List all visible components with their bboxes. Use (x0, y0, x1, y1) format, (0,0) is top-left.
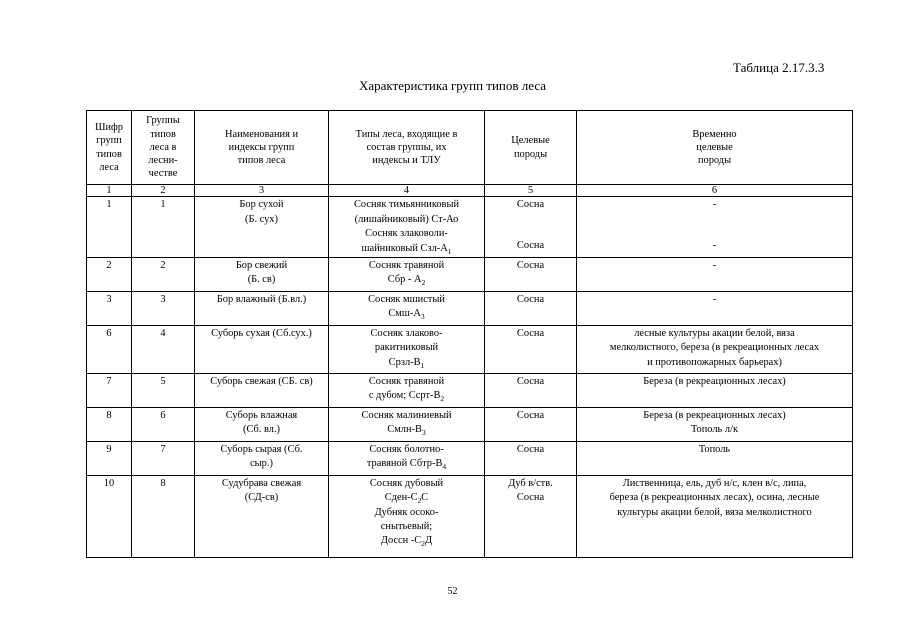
cell-name: Суборь свежая (СБ. св) (195, 373, 329, 407)
header-target: Целевые породы (485, 111, 577, 185)
cell-name: Суборь влажная (Сб. вл.) (195, 407, 329, 441)
cell-group: 5 (132, 373, 195, 407)
table-row (87, 441, 853, 475)
table-label: Таблица 2.17.3.3 (733, 60, 825, 75)
cell-target: Сосна (485, 257, 577, 291)
header-code: Шифр групп типов леса (87, 111, 132, 185)
column-number: 1 (87, 185, 132, 197)
cell-group: 7 (132, 441, 195, 475)
cell-temporary: Тополь (577, 441, 853, 475)
column-number-row (87, 185, 853, 197)
table-row (87, 291, 853, 325)
table-row (87, 257, 853, 291)
header-group: Группы типов леса в лесни- честве (132, 111, 195, 185)
header-temporary: Временно целевые породы (577, 111, 853, 185)
cell-target: Сосна (485, 373, 577, 407)
cell-code: 6 (87, 325, 132, 373)
cell-target: Сосна (485, 291, 577, 325)
cell-temporary: - - (577, 197, 853, 257)
cell-target: Сосна Сосна (485, 197, 577, 257)
cell-types: Сосняк травяной с дубом; Ссрт-$В_2$ (329, 373, 485, 407)
forest-types-table (86, 110, 853, 558)
cell-types: Сосняк мшистый Смш-$А_3$ (329, 291, 485, 325)
cell-target: Сосна (485, 441, 577, 475)
cell-types: Сосняк травяной Сбр - $А_2$ (329, 257, 485, 291)
cell-name: Суборь сырая (Сб. сыр.) (195, 441, 329, 475)
cell-target: Сосна (485, 325, 577, 373)
cell-code: 7 (87, 373, 132, 407)
table-row (87, 325, 853, 373)
cell-code: 9 (87, 441, 132, 475)
cell-temporary: Береза (в рекреационных лесах) (577, 373, 853, 407)
cell-temporary: Береза (в рекреационных лесах) Тополь л/к (577, 407, 853, 441)
cell-name: Бор влажный (Б.вл.) (195, 291, 329, 325)
cell-temporary: - (577, 291, 853, 325)
cell-code: 3 (87, 291, 132, 325)
cell-code: 10 (87, 475, 132, 557)
cell-group: 4 (132, 325, 195, 373)
table-row (87, 475, 853, 557)
cell-group: 1 (132, 197, 195, 257)
cell-name: Бор свежий (Б. св) (195, 257, 329, 291)
cell-name: Судубрава свежая (СД-св) (195, 475, 329, 557)
header-name: Наименования и индексы групп типов леса (195, 111, 329, 185)
cell-types: Сосняк злаково- ракитниковый Срзл-$В_1$ (329, 325, 485, 373)
page-number: 52 (447, 586, 458, 597)
header-types: Типы леса, входящие в состав группы, их индексы и ТЛУ (329, 111, 485, 185)
cell-group: 3 (132, 291, 195, 325)
cell-code: 8 (87, 407, 132, 441)
table-row (87, 407, 853, 441)
cell-name: Суборь сухая (Сб.сух.) (195, 325, 329, 373)
cell-target: Дуб в/ств. Сосна (485, 475, 577, 557)
cell-temporary: Лиственница, ель, дуб н/с, клен в/с, липа, береза (в рекреационных лесах), осина, лесные культуры акации белой, вяза мелколистного (577, 475, 853, 557)
cell-types: Сосняк малиниевый Смлн-$В_3$ (329, 407, 485, 441)
cell-temporary: - (577, 257, 853, 291)
cell-code: 1 (87, 197, 132, 257)
cell-group: 6 (132, 407, 195, 441)
column-number: 4 (329, 185, 485, 197)
cell-temporary: лесные культуры акации белой, вяза мелколистного, береза (в рекреационных лесах и противопожарных барьерах) (577, 325, 853, 373)
cell-group: 8 (132, 475, 195, 557)
cell-types: Сосняк тимьянниковый (лишайниковый) Ст-Ао Сосняк злаковоли- шайниковый Сзл-$А_1$ (329, 197, 485, 257)
cell-target: Сосна (485, 407, 577, 441)
column-number: 5 (485, 185, 577, 197)
column-number: 3 (195, 185, 329, 197)
cell-types: Сосняк болотно- травяной Сбтр-$В_4$ (329, 441, 485, 475)
cell-name: Бор сухой (Б. сух) (195, 197, 329, 257)
table-row (87, 373, 853, 407)
cell-group: 2 (132, 257, 195, 291)
cell-code: 2 (87, 257, 132, 291)
column-number: 2 (132, 185, 195, 197)
column-number: 6 (577, 185, 853, 197)
table-caption: Характеристика групп типов леса (358, 78, 547, 93)
header-row (87, 111, 853, 185)
cell-types: Сосняк дубовый Сден-$С_2С$ Дубняк осоко- снытьевый; Доссн $-С_2Д$ (329, 475, 485, 557)
table-row (87, 197, 853, 257)
